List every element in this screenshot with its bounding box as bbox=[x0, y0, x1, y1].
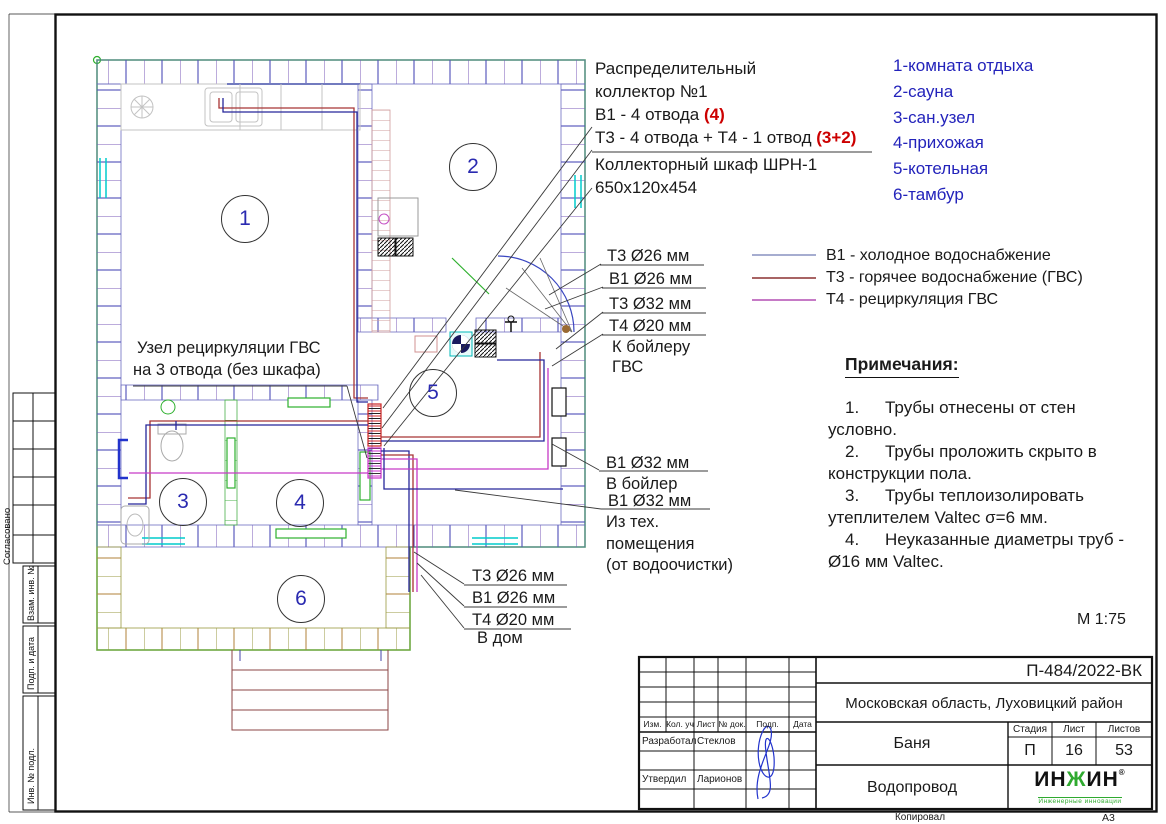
kitchen-sink-icon bbox=[205, 88, 262, 126]
boiler-icon bbox=[475, 330, 496, 343]
col-podp: Подп. bbox=[756, 719, 779, 729]
stamp-vzam: Взам. инв. № bbox=[26, 565, 36, 621]
room-legend-3: 3-сан.узел bbox=[893, 108, 976, 127]
object-name: Баня bbox=[893, 735, 931, 752]
note-item: 3. Трубы теплоизолировать утеплителем Valtec σ=6 мм. bbox=[828, 486, 1084, 527]
col-list: Лист bbox=[696, 719, 716, 729]
note-item: 4. Неуказанные диаметры труб - Ø16 мм Valtec. bbox=[828, 530, 1125, 571]
room-circle-4: 4 bbox=[276, 479, 324, 527]
label-v1-26: В1 Ø26 мм bbox=[609, 270, 693, 288]
sheets-value: 53 bbox=[1115, 742, 1133, 759]
notes-title: Примечания: bbox=[845, 354, 959, 378]
stage-label: Стадия bbox=[1012, 724, 1048, 735]
col-izm: Изм. bbox=[643, 719, 662, 729]
collector-manifold bbox=[368, 404, 381, 478]
label-t4-20: Т4 Ø20 мм bbox=[609, 317, 692, 335]
company-logo bbox=[1008, 769, 1152, 808]
col-koluch: Кол. уч bbox=[666, 719, 694, 729]
name-developed: Стеклов bbox=[697, 736, 736, 747]
pipe-legend-t4: Т4 - рециркуляция ГВС bbox=[826, 291, 999, 308]
col-data: Дата bbox=[793, 719, 812, 729]
col-dok: № док. bbox=[718, 719, 746, 729]
doc-number: П-484/2022-ВК bbox=[1026, 661, 1142, 680]
collector-note-line1: Распределительный bbox=[595, 59, 757, 78]
room-legend-4: 4-прихожая bbox=[893, 133, 984, 152]
distribution-collector bbox=[368, 404, 381, 446]
room-circle-5: 5 bbox=[409, 369, 457, 417]
label-house: В дом bbox=[477, 629, 523, 647]
uzel-label-line2: на 3 отвода (без шкафа) bbox=[133, 361, 321, 379]
project-location: Московская область, Луховицкий район bbox=[845, 695, 1123, 712]
pipe-legend-t3: Т3 - горячее водоснабжение (ГВС) bbox=[826, 269, 1083, 286]
room-legend-5: 5-котельная bbox=[893, 159, 989, 178]
room-legend-6: 6-тамбур bbox=[893, 185, 964, 204]
label-to-boiler-1: К бойлеру bbox=[612, 338, 691, 356]
collector-note-line6: 650х120х454 bbox=[595, 178, 698, 197]
label-house-v1: В1 Ø26 мм bbox=[472, 589, 556, 607]
role-developed: Разработал bbox=[642, 736, 697, 747]
kitchen-counter bbox=[121, 84, 360, 130]
label-t3-26: Т3 Ø26 мм bbox=[607, 247, 690, 265]
logo-text: ИНЖИН® bbox=[1034, 768, 1126, 791]
scale-label: М 1:75 bbox=[1077, 611, 1126, 628]
shower-head-icon bbox=[562, 325, 570, 333]
stamp-inv: Инв. № подл. bbox=[26, 747, 36, 804]
pipe-t3-boiler bbox=[381, 352, 540, 437]
notes-body bbox=[828, 397, 1148, 573]
recirculation-unit bbox=[368, 448, 381, 478]
sheet-value: 16 bbox=[1065, 742, 1083, 759]
pipe-legend-v1: В1 - холодное водоснабжение bbox=[826, 247, 1051, 264]
collector-note-line3: В1 - 4 отвода (4) bbox=[595, 105, 725, 124]
label-inlet-line2: Из тех. bbox=[606, 513, 660, 531]
note-item: 1. Трубы отнесены от стен условно. bbox=[828, 398, 1076, 439]
collector-note-line5: Коллекторный шкаф ШРН-1 bbox=[595, 155, 818, 174]
signature-scribble bbox=[757, 726, 774, 799]
stamp-agreed: Согласовано bbox=[2, 507, 13, 565]
note-item: 2. Трубы проложить скрыто в конструкции пола. bbox=[828, 442, 1097, 483]
role-approved: Утвердил bbox=[642, 774, 687, 785]
sheet-label: Лист bbox=[1063, 724, 1085, 735]
format-label: А3 bbox=[1102, 812, 1115, 824]
logo-subtitle: Инженерные инновации bbox=[1038, 798, 1122, 805]
collector-note-line4: Т3 - 4 отвода + Т4 - 1 отвод (3+2) bbox=[595, 128, 857, 147]
legend-swatches bbox=[752, 255, 816, 300]
room-circle-1: 1 bbox=[221, 195, 269, 243]
label-v1-32-boiler: В1 Ø32 мм bbox=[606, 454, 690, 472]
room-circle-2: 2 bbox=[449, 143, 497, 191]
label-v1-32-inlet: В1 Ø32 мм bbox=[608, 492, 692, 510]
label-to-boiler-2: ГВС bbox=[612, 358, 644, 376]
name-approved: Ларионов bbox=[697, 774, 743, 785]
room-legend-2: 2-сауна bbox=[893, 82, 954, 101]
room-circle-3: 3 bbox=[159, 478, 207, 526]
label-house-t4: Т4 Ø20 мм bbox=[472, 611, 555, 629]
copied-label: Копировал bbox=[894, 812, 946, 823]
label-in-boiler: В бойлер bbox=[606, 475, 678, 493]
stamp-podp: Подп. и дата bbox=[26, 636, 36, 690]
sauna-stove-icon bbox=[378, 238, 395, 256]
uzel-label-line1: Узел рециркуляции ГВС bbox=[137, 339, 321, 357]
label-t3-32: Т3 Ø32 мм bbox=[609, 295, 692, 313]
stage-value: П bbox=[1024, 742, 1036, 759]
toilet-icon bbox=[161, 431, 183, 461]
pipe-v1-boiler bbox=[381, 360, 544, 441]
room-circle-6: 6 bbox=[277, 575, 325, 623]
drawing-name: Водопровод bbox=[866, 779, 958, 796]
label-inlet-line4: (от водоочистки) bbox=[606, 556, 734, 574]
drain-icon bbox=[161, 400, 175, 414]
sheets-label: Листов bbox=[1107, 724, 1141, 735]
windows bbox=[100, 84, 581, 544]
entrance-steps bbox=[232, 650, 388, 730]
label-house-t3: Т3 Ø26 мм bbox=[472, 567, 555, 585]
collector-note-line2: коллектор №1 bbox=[595, 82, 708, 101]
label-inlet-line3: помещения bbox=[606, 535, 695, 553]
door-swing bbox=[452, 258, 489, 294]
room-legend-1: 1-комната отдыха bbox=[893, 56, 1034, 75]
